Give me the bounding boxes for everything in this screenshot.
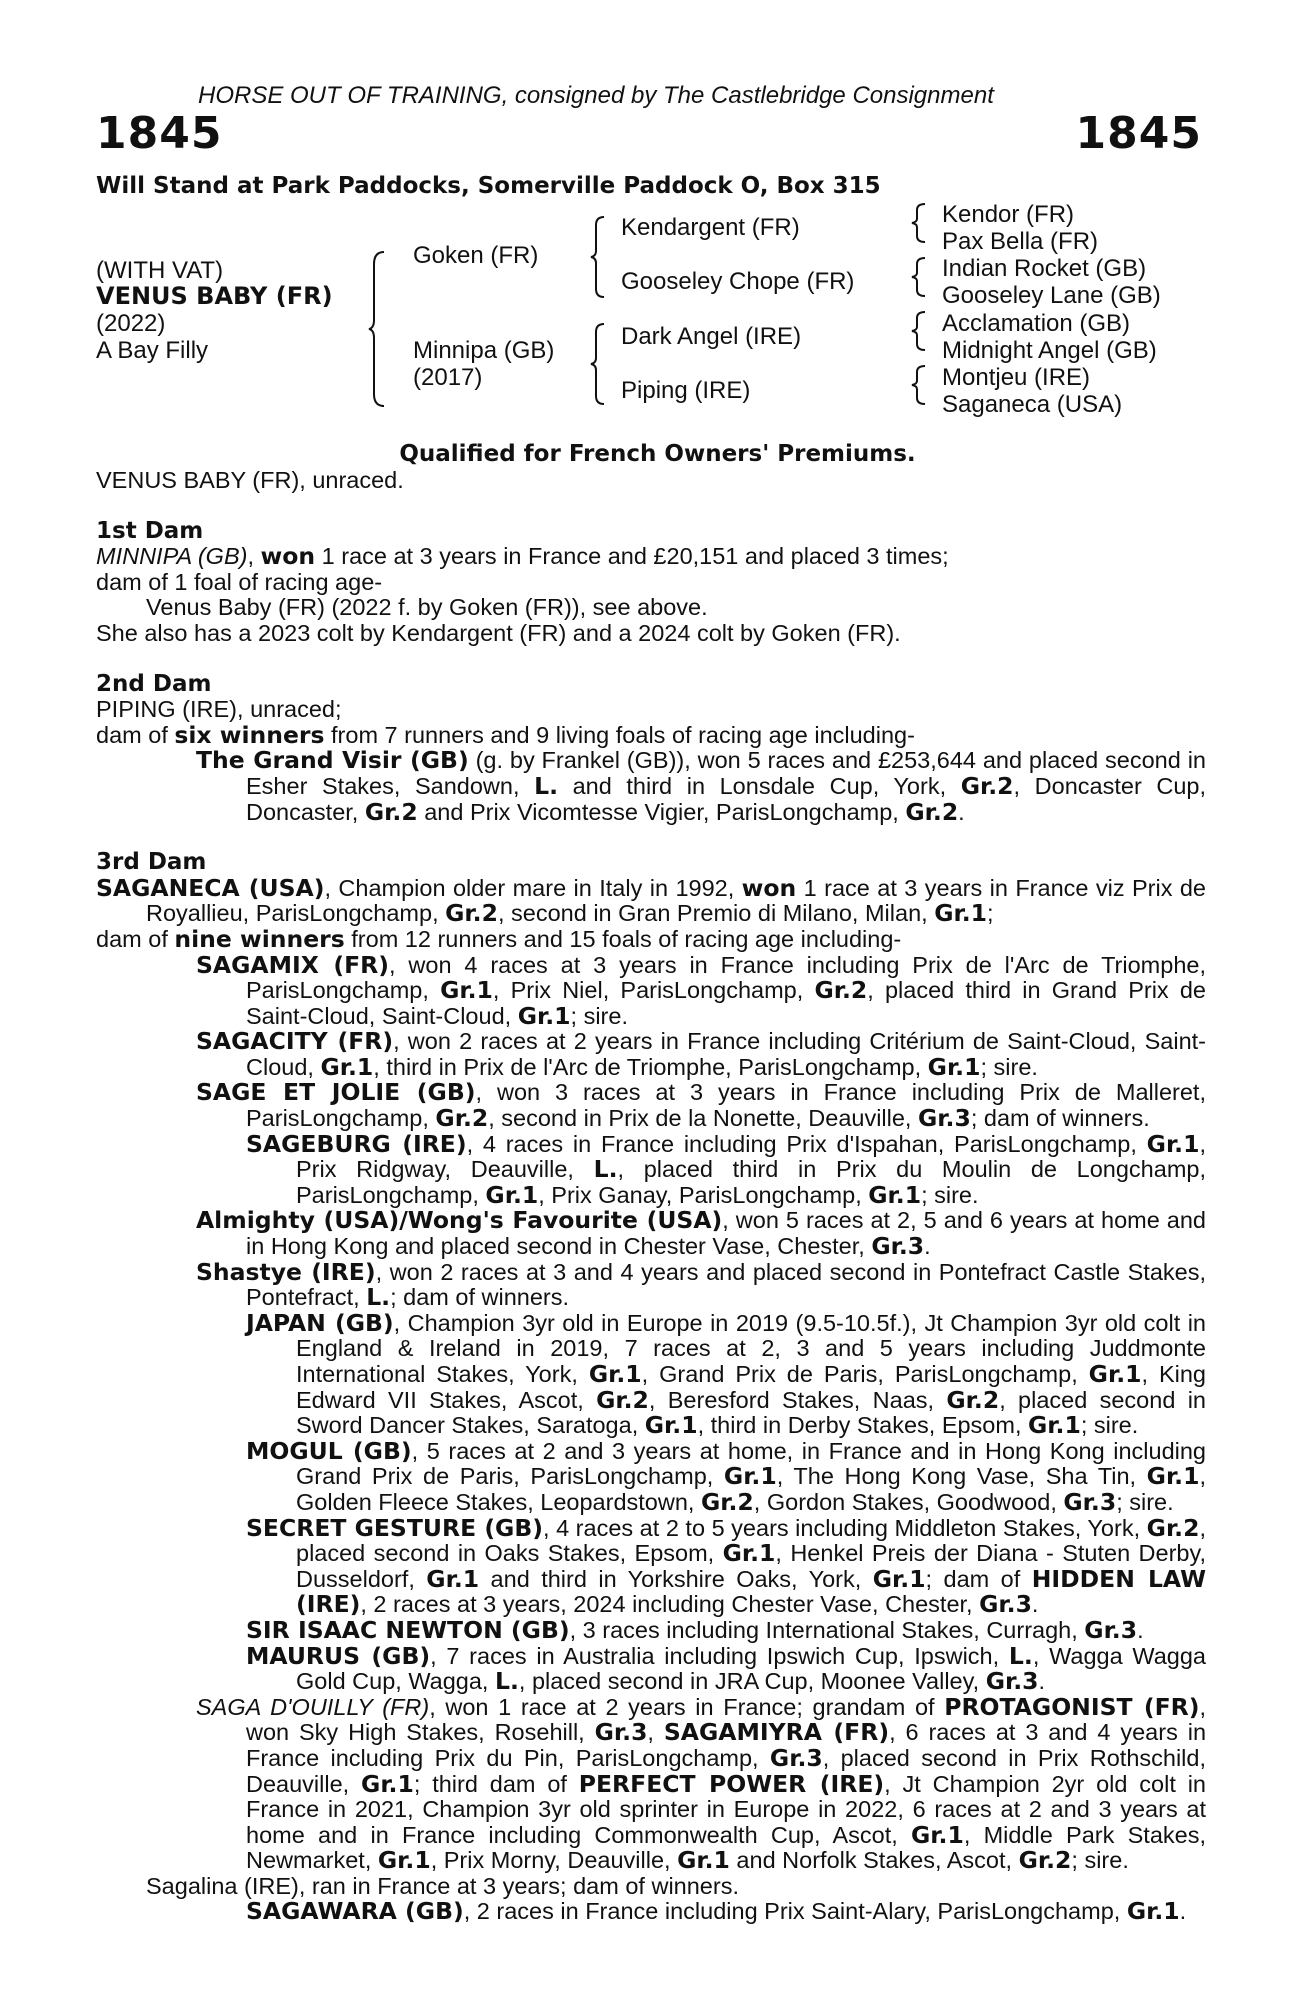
grade: L.	[366, 1283, 391, 1312]
text: , Prix Niel, ParisLongchamp,	[492, 977, 815, 1004]
horse-name: SAGE ET JOLIE (GB)	[196, 1078, 476, 1107]
text: ; sire.	[1071, 1847, 1129, 1874]
text: , Champion older mare in Italy in 1992,	[324, 874, 742, 901]
text: and third in Yorkshire Oaks, York,	[479, 1565, 873, 1592]
grade: Gr.2	[1018, 1846, 1072, 1875]
text: , The Hong Kong Vase, Sha Tin,	[776, 1463, 1147, 1490]
text: , 2 races at 3 years, 2024 including Chester Vase, Chester,	[360, 1591, 980, 1618]
text: ,	[647, 1719, 664, 1746]
text: , Beresford Stakes, Naas,	[648, 1386, 947, 1413]
bracket-ss	[911, 202, 927, 244]
text: , won Sky High Stakes, Rosehill,	[246, 1693, 1207, 1746]
produce-entry	[96, 1692, 1207, 1875]
text: dam of	[96, 925, 175, 952]
text: .	[1031, 1591, 1039, 1618]
horse-name: PROTAGONIST (FR)	[944, 1692, 1200, 1721]
horse-name: SAGEBURG (IRE)	[246, 1129, 467, 1158]
intro-line: VENUS BABY (FR), unraced.	[96, 467, 404, 493]
grade: Gr.2	[700, 1487, 754, 1516]
text: , Middle Park Stakes, Newmarket,	[246, 1821, 1206, 1874]
first-dam-heading: 1st Dam	[96, 517, 204, 544]
dsd: Midnight Angel (GB)	[942, 337, 1157, 364]
text: , 7 races in Australia including Ipswich Cup, Ipswich,	[430, 1642, 1009, 1669]
horse-name: SECRET GESTURE (GB)	[246, 1513, 543, 1542]
text: dam of	[96, 721, 175, 748]
horse-name: MOGUL (GB)	[246, 1436, 412, 1465]
text: , 5 races at 2 and 3 years at home, in France and in Hong Kong including Grand Prix de Paris, ParisLongchamp,	[296, 1437, 1206, 1490]
grade: Gr.2	[435, 1104, 489, 1133]
grade: Gr.2	[445, 899, 498, 928]
produce-entry	[96, 950, 1206, 1030]
text: from 12 runners and 15 foals of racing age including-	[344, 925, 902, 952]
horse-name: VENUS BABY (FR)	[96, 282, 333, 310]
bracket-main	[368, 250, 386, 408]
grade: Gr.3	[769, 1743, 823, 1772]
dds: Montjeu (IRE)	[942, 364, 1091, 391]
grade: Gr.1	[377, 1846, 431, 1875]
horse-name: SAGANECA (USA)	[96, 873, 325, 902]
ssd: Pax Bella (FR)	[942, 228, 1099, 255]
horse-name: SAGAMIYRA (FR)	[663, 1718, 890, 1747]
text: ; dam of	[925, 1565, 1032, 1592]
grade: Gr.1	[361, 1769, 414, 1798]
horse-name: SAGAMIX (FR)	[196, 950, 389, 979]
first-dam-produce: Venus Baby (FR) (2022 f. by Goken (FR)), see above.	[146, 594, 708, 621]
text: (g. by Frankel (GB)), won 5 races and £253,644 and placed second in Esher Stakes, Sandown,	[246, 747, 1206, 799]
text: , won 5 races at 2, 5 and 6 years at home and in Hong Kong and placed second in Chester Vase, Chester,	[246, 1207, 1207, 1260]
text: ; third dam of	[413, 1770, 579, 1797]
consignment-line: HORSE OUT OF TRAINING, consigned by The Castlebridge Consignment	[198, 82, 994, 109]
text: , placed third in Prix du Moulin de Longchamp, ParisLongchamp,	[296, 1156, 1206, 1208]
text: , second in Gran Premio di Milano, Milan,	[497, 900, 935, 927]
text: , third in Prix de l'Arc de Triomphe, ParisLongchamp,	[373, 1053, 928, 1080]
third-dam-heading: 3rd Dam	[96, 849, 207, 876]
horse-name: Shastye (IRE)	[196, 1257, 376, 1286]
grade: Gr.1	[320, 1052, 374, 1081]
grade: Gr.1	[722, 1539, 776, 1568]
grade: Gr.1	[644, 1411, 698, 1440]
bracket-ds	[911, 310, 927, 352]
produce-entry	[96, 1208, 1206, 1259]
text: .	[1038, 1668, 1046, 1695]
won-label: won	[260, 542, 316, 571]
text: , 4 races at 2 to 5 years including Middleton Stakes, York,	[543, 1514, 1147, 1541]
grade: Gr.3	[1084, 1615, 1138, 1644]
third-dam-foals	[96, 924, 1206, 953]
text: and Norfolk Stakes, Ascot,	[729, 1847, 1019, 1874]
produce-entry	[96, 1129, 1206, 1209]
grade: L.	[534, 771, 558, 800]
grade: Gr.1	[723, 1462, 777, 1491]
text: , Grand Prix de Paris, ParisLongchamp,	[641, 1361, 1089, 1387]
won-label: won	[741, 873, 797, 902]
text: ; dam of winners.	[970, 1105, 1150, 1132]
bracket-dd	[911, 364, 927, 406]
dam-year: (2017)	[413, 364, 483, 391]
text: , Jt Champion 2yr old colt in France in 2021, Champion 3yr old sprinter in Europe in 2022, 6 races at 2 and 3 years at home and in France including Commonwealth Cup, Ascot,	[246, 1770, 1206, 1848]
sire: Goken (FR)	[413, 242, 539, 269]
catalogue-body	[96, 468, 1206, 1925]
text: , 2 races in France including Prix Saint-Alary, ParisLongchamp,	[463, 1898, 1127, 1925]
first-dam-section	[96, 519, 1206, 647]
horse-name: SIR ISAAC NEWTON (GB)	[246, 1615, 570, 1644]
horse-year: (2022)	[96, 310, 166, 337]
horse-name: MAURUS (GB)	[246, 1641, 431, 1670]
grade: Gr.3	[594, 1718, 648, 1747]
horse-name: HIDDEN LAW (IRE)	[296, 1564, 1206, 1619]
text: 1 race at 3 years in France and £20,151 and placed 3 times;	[315, 543, 949, 570]
produce-entry	[96, 1899, 1206, 1925]
text: , won 4 races at 3 years in France including Prix de l'Arc de Triomphe, ParisLongchamp,	[246, 951, 1206, 1004]
text: , won 2 races at 3 and 4 years and placed second in Pontefract Castle Stakes, Pontefract,	[246, 1258, 1207, 1311]
bracket-dam	[590, 322, 606, 406]
horse-name: SAGA D'OUILLY (FR)	[196, 1693, 430, 1720]
text: from 7 runners and 9 living foals of racing age including-	[324, 721, 915, 748]
text: ; dam of winners.	[390, 1284, 570, 1311]
text: , won 2 races at 2 years in France including Critérium de Saint-Cloud, Saint-Cloud,	[246, 1028, 1207, 1080]
grade: Gr.3	[979, 1590, 1032, 1619]
grade: Gr.2	[905, 797, 959, 826]
grade: Gr.2	[364, 797, 418, 826]
text: .	[1137, 1616, 1144, 1643]
produce-entry	[96, 1615, 1206, 1644]
lot-number-left: 1845	[96, 108, 223, 159]
produce-entry	[96, 1436, 1206, 1516]
grade: Gr.2	[814, 976, 868, 1005]
text: ; sire.	[980, 1053, 1038, 1080]
text: ,	[247, 543, 261, 570]
text: , second in Prix de la Nonette, Deauville,	[488, 1105, 918, 1132]
text: , Henkel Preis der Diana - Stuten Derby, Dusseldorf,	[296, 1540, 1206, 1592]
winners-count: six winners	[174, 720, 325, 749]
text: , Prix Morny, Deauville,	[430, 1847, 678, 1874]
second-dam-section	[96, 672, 1206, 826]
text: , Prix Ridgway, Deauville,	[296, 1130, 1206, 1183]
first-dam-name: MINNIPA (GB)	[96, 543, 248, 570]
grade: Gr.1	[1028, 1411, 1081, 1440]
grade: Gr.3	[918, 1104, 971, 1133]
bracket-sire	[590, 215, 606, 299]
text: .	[924, 1233, 931, 1260]
horse-name: SAGACITY (FR)	[196, 1027, 394, 1056]
text: , placed third in Grand Prix de Saint-Cloud, Saint-Cloud,	[246, 977, 1206, 1029]
text: , 4 races in France including Prix d'Ispahan, ParisLongchamp,	[466, 1130, 1147, 1157]
produce-entry	[96, 1308, 1207, 1440]
text: , Champion 3yr old in Europe in 2019 (9.5-10.5f.), Jt Champion 3yr old colt in England & Ireland in 2019, 7 races at 2, 3 and 5 years including Juddmonte International Stakes, York,	[296, 1309, 1206, 1387]
grade: Gr.1	[677, 1846, 730, 1875]
grade: Gr.2	[1146, 1513, 1200, 1542]
produce-entry: Sagalina (IRE), ran in France at 3 years; dam of winners.	[146, 1872, 739, 1899]
text: , 6 races at 3 and 4 years in France including Prix du Pin, ParisLongchamp,	[246, 1719, 1207, 1771]
text: and third in Lonsdale Cup, York,	[558, 772, 961, 799]
horse-name: PERFECT POWER (IRE)	[578, 1769, 885, 1798]
produce-entry	[96, 1513, 1206, 1619]
first-dam-record	[96, 544, 1206, 570]
first-dam-foals: dam of 1 foal of racing age-	[96, 568, 383, 595]
grade: Gr.1	[934, 899, 988, 928]
second-dam-foals	[96, 720, 1206, 749]
grade: Gr.1	[868, 1180, 922, 1209]
text: , third in Derby Stakes, Epsom,	[697, 1412, 1029, 1439]
bracket-sd	[911, 256, 927, 298]
sdd: Gooseley Lane (GB)	[942, 282, 1161, 309]
horse-name: The Grand Visir (GB)	[196, 746, 469, 775]
grade: Gr.1	[440, 976, 493, 1005]
text: , placed second in Prix Rothschild, Deauville,	[246, 1744, 1206, 1797]
grade: L.	[1008, 1641, 1033, 1670]
dam: Minnipa (GB)	[413, 337, 555, 364]
horse-name: Almighty (USA)/Wong's Favourite (USA)	[196, 1206, 723, 1235]
text: ; sire.	[1116, 1488, 1174, 1515]
grade: L.	[494, 1667, 519, 1696]
text: , placed second in JRA Cup, Moonee Valley,	[518, 1668, 986, 1695]
text: , Prix Ganay, ParisLongchamp,	[538, 1181, 869, 1208]
lot-number-right: 1845	[1075, 108, 1202, 159]
text: .	[1179, 1898, 1187, 1925]
sss: Kendor (FR)	[942, 201, 1075, 228]
produce-entry	[96, 1257, 1207, 1312]
vat-note: (WITH VAT)	[96, 257, 224, 284]
grade: Gr.1	[517, 1001, 571, 1030]
grade: Gr.1	[1126, 1897, 1180, 1926]
text: 1 race at 3 years in France viz Prix de Royallieu, ParisLongchamp,	[146, 874, 1207, 927]
produce-entry	[96, 1641, 1206, 1696]
grade: Gr.1	[426, 1564, 480, 1593]
grade: Gr.1	[911, 1820, 964, 1849]
grade: Gr.3	[985, 1667, 1039, 1696]
sire-sire: Kendargent (FR)	[621, 214, 800, 241]
sire-dam: Gooseley Chope (FR)	[621, 268, 855, 295]
qualification-note: Qualified for French Owners' Premiums.	[399, 441, 916, 467]
grade: Gr.2	[960, 771, 1014, 800]
text: , Gordon Stakes, Goodwood,	[753, 1488, 1064, 1515]
second-dam-heading: 2nd Dam	[96, 670, 212, 697]
grade: Gr.1	[485, 1180, 539, 1209]
text: , won 1 race at 2 years in France; grandam of	[429, 1693, 945, 1720]
ddd: Saganeca (USA)	[942, 391, 1123, 418]
dam-sire: Dark Angel (IRE)	[621, 323, 802, 350]
grade: Gr.2	[596, 1385, 649, 1414]
grade: Gr.3	[871, 1232, 925, 1261]
text: and Prix Vicomtesse Vigier, ParisLongchamp,	[417, 798, 906, 825]
grade: Gr.1	[927, 1052, 981, 1081]
text: ; sire.	[921, 1181, 979, 1208]
second-dam-record: PIPING (IRE), unraced;	[96, 696, 342, 723]
text: , Wagga Wagga Gold Cup, Wagga,	[296, 1642, 1206, 1695]
grade: Gr.1	[1088, 1360, 1142, 1388]
grade: Gr.1	[588, 1360, 642, 1388]
text: , placed second in Sword Dancer Stakes, Saratoga,	[296, 1386, 1207, 1439]
horse-sex: A Bay Filly	[96, 337, 209, 364]
text: , Doncaster Cup, Doncaster,	[246, 772, 1207, 825]
produce-entry	[96, 1080, 1206, 1131]
sds: Indian Rocket (GB)	[942, 255, 1147, 282]
produce-entry	[96, 748, 1206, 825]
winners-count: nine winners	[174, 924, 345, 953]
first-dam-note: She also has a 2023 colt by Kendargent (FR) and a 2024 colt by Goken (FR).	[96, 619, 901, 646]
text: ; sire.	[570, 1002, 628, 1029]
third-dam-section	[96, 850, 1206, 1925]
produce-entry	[96, 1029, 1206, 1080]
grade: L.	[593, 1155, 618, 1184]
grade: Gr.1	[1146, 1462, 1200, 1491]
text: ; sire.	[1080, 1412, 1139, 1439]
text: , 3 races including International Stakes, Curragh,	[569, 1616, 1085, 1643]
text: , placed second in Oaks Stakes, Epsom,	[296, 1514, 1206, 1567]
dam-dam: Piping (IRE)	[621, 377, 751, 404]
text: .	[958, 798, 965, 825]
grade: Gr.1	[872, 1564, 926, 1593]
grade: Gr.2	[946, 1385, 1000, 1414]
grade: Gr.1	[1146, 1129, 1200, 1158]
text: ;	[987, 900, 994, 927]
text: , won 3 races at 3 years in France including Prix de Malleret, ParisLongchamp,	[246, 1079, 1206, 1132]
horse-name: SAGAWARA (GB)	[246, 1897, 464, 1926]
text: , King Edward VII Stakes, Ascot,	[296, 1361, 1206, 1413]
horse-name: JAPAN (GB)	[246, 1308, 394, 1337]
text: , Golden Fleece Stakes, Leopardstown,	[296, 1463, 1206, 1515]
stand-location: Will Stand at Park Paddocks, Somerville Paddock O, Box 315	[96, 173, 881, 199]
grade: Gr.3	[1063, 1487, 1117, 1516]
third-dam-record	[96, 873, 1207, 928]
dss: Acclamation (GB)	[942, 310, 1131, 337]
